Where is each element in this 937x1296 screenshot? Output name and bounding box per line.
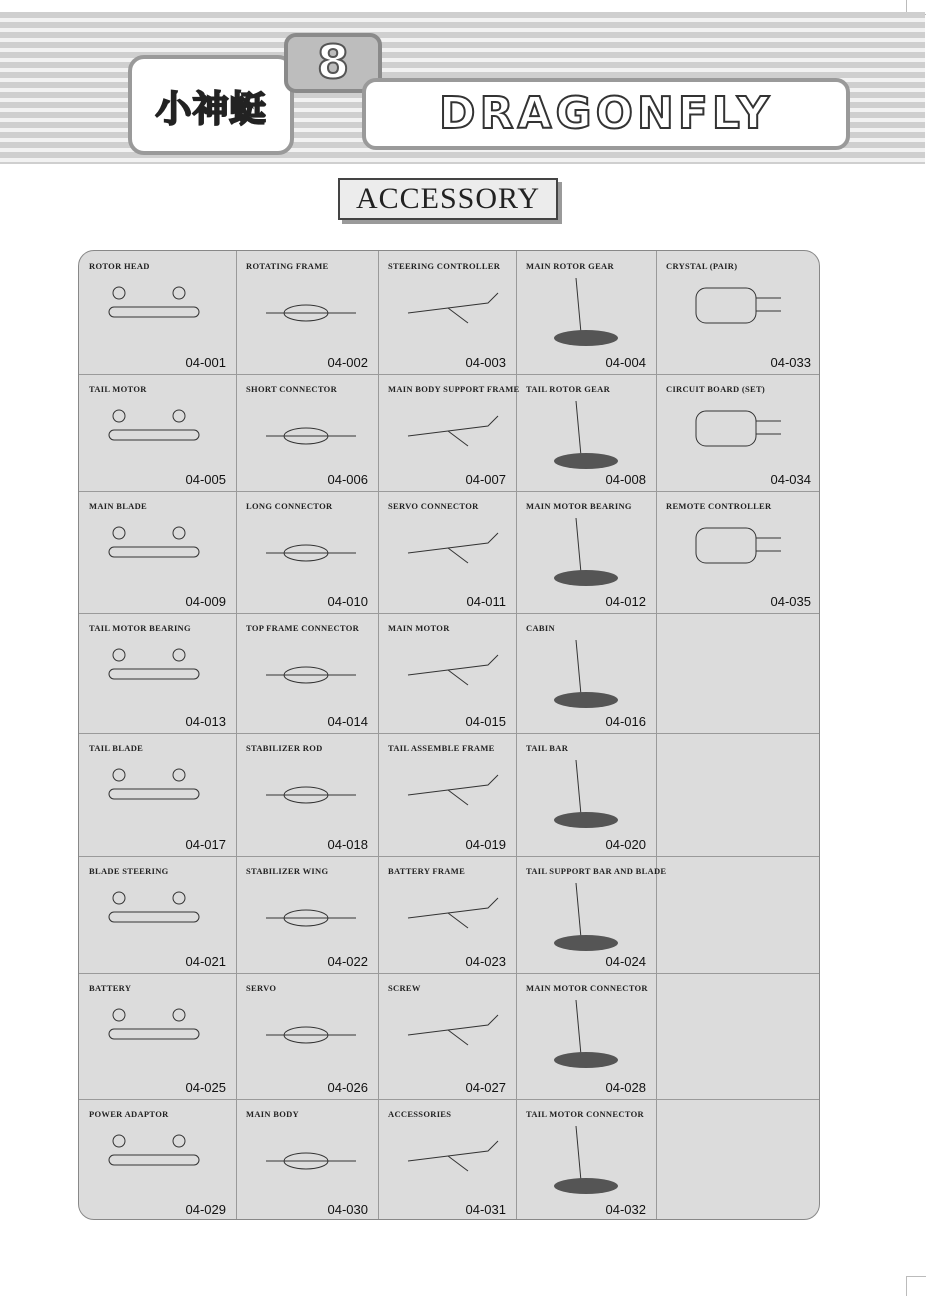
item-code: 04-020 [605, 837, 646, 852]
item-label: POWER ADAPTOR [89, 1109, 169, 1119]
item-code: 04-032 [605, 1202, 646, 1217]
item-label: REMOTE CONTROLLER [666, 501, 772, 511]
page-title: ACCESSORY [355, 182, 541, 215]
part-illustration [89, 1121, 209, 1196]
accessory-item [516, 733, 656, 856]
item-label: MAIN MOTOR CONNECTOR [526, 983, 648, 993]
part-illustration [246, 995, 366, 1070]
accessory-item [656, 973, 820, 1099]
accessory-item [378, 856, 516, 973]
accessory-item [656, 1099, 820, 1220]
item-label: SHORT CONNECTOR [246, 384, 338, 394]
accessory-item [236, 491, 378, 613]
accessory-item [79, 856, 236, 973]
item-label: STABILIZER ROD [246, 743, 323, 753]
item-label: TAIL BLADE [89, 743, 144, 753]
item-code: 04-017 [185, 837, 226, 852]
accessory-item [79, 1099, 236, 1220]
item-code: 04-035 [770, 594, 811, 609]
accessory-item [79, 251, 236, 374]
part-illustration [526, 878, 646, 953]
item-label: BLADE STEERING [89, 866, 169, 876]
accessory-item [378, 491, 516, 613]
item-code: 04-001 [185, 355, 226, 370]
accessory-item [79, 491, 236, 613]
accessory-item [516, 374, 656, 491]
part-illustration [388, 878, 508, 953]
accessory-item [236, 613, 378, 733]
part-illustration [526, 273, 646, 348]
accessory-item [378, 733, 516, 856]
part-illustration [388, 1121, 508, 1196]
accessory-item [516, 613, 656, 733]
part-illustration [388, 513, 508, 588]
item-label: TOP FRAME CONNECTOR [246, 623, 360, 633]
part-illustration [89, 755, 209, 830]
brand-title: DRAGONFLY [439, 88, 773, 139]
part-illustration [246, 1121, 366, 1196]
accessory-item [236, 973, 378, 1099]
part-illustration [388, 396, 508, 471]
item-label: MAIN BODY [246, 1109, 299, 1119]
item-code: 04-014 [327, 714, 368, 729]
item-code: 04-033 [770, 355, 811, 370]
crop-mark [906, 1276, 907, 1296]
part-illustration [246, 635, 366, 710]
item-label: ROTOR HEAD [89, 261, 150, 271]
accessory-item [236, 251, 378, 374]
item-label: CABIN [526, 623, 555, 633]
part-illustration [246, 396, 366, 471]
item-label: SERVO [246, 983, 277, 993]
item-label: MAIN BLADE [89, 501, 148, 511]
accessory-item [516, 973, 656, 1099]
part-illustration [89, 878, 209, 953]
item-label: STEERING CONTROLLER [388, 261, 501, 271]
item-code: 04-024 [605, 954, 646, 969]
item-code: 04-002 [327, 355, 368, 370]
item-label: MAIN ROTOR GEAR [526, 261, 614, 271]
accessory-item [516, 1099, 656, 1220]
accessory-item [656, 491, 820, 613]
item-code: 04-006 [327, 472, 368, 487]
accessory-item [236, 733, 378, 856]
accessory-item [378, 613, 516, 733]
accessory-item [79, 733, 236, 856]
item-code: 04-010 [327, 594, 368, 609]
item-code: 04-011 [466, 594, 506, 609]
item-code: 04-028 [605, 1080, 646, 1095]
item-label: TAIL MOTOR [89, 384, 147, 394]
item-label: ROTATING FRAME [246, 261, 329, 271]
item-code: 04-008 [605, 472, 646, 487]
logo-text: 小神蜓 [155, 89, 267, 130]
part-illustration [666, 513, 786, 588]
part-illustration [89, 635, 209, 710]
item-code: 04-026 [327, 1080, 368, 1095]
part-illustration [526, 635, 646, 710]
accessory-item [656, 251, 820, 374]
part-illustration [666, 396, 786, 471]
item-label: BATTERY [89, 983, 132, 993]
accessory-item [378, 1099, 516, 1220]
part-illustration [89, 273, 209, 348]
item-label: LONG CONNECTOR [246, 501, 333, 511]
accessory-item [656, 733, 820, 856]
accessory-item [79, 973, 236, 1099]
accessory-item [236, 856, 378, 973]
part-illustration [526, 513, 646, 588]
accessory-item [656, 856, 820, 973]
item-label: SCREW [388, 983, 421, 993]
item-code: 04-018 [327, 837, 368, 852]
item-label: TAIL SUPPORT BAR AND BLADE [526, 866, 667, 876]
part-illustration [388, 995, 508, 1070]
item-code: 04-027 [465, 1080, 506, 1095]
part-illustration [246, 513, 366, 588]
item-code: 04-025 [185, 1080, 226, 1095]
item-code: 04-004 [605, 355, 646, 370]
part-illustration [526, 995, 646, 1070]
item-code: 04-005 [185, 472, 226, 487]
part-illustration [526, 1121, 646, 1196]
part-illustration [388, 273, 508, 348]
item-code: 04-030 [327, 1202, 368, 1217]
item-label: CRYSTAL (PAIR) [666, 261, 738, 271]
accessory-item [378, 374, 520, 491]
item-label: SERVO CONNECTOR [388, 501, 479, 511]
item-label: TAIL MOTOR CONNECTOR [526, 1109, 644, 1119]
section-number: 8 [316, 35, 349, 89]
brand-banner [362, 78, 850, 150]
item-code: 04-022 [327, 954, 368, 969]
item-label: TAIL MOTOR BEARING [89, 623, 191, 633]
item-code: 04-029 [185, 1202, 226, 1217]
part-illustration [388, 755, 508, 830]
accessory-item [516, 251, 656, 374]
item-label: TAIL ASSEMBLE FRAME [388, 743, 495, 753]
item-code: 04-016 [605, 714, 646, 729]
item-label: MAIN MOTOR [388, 623, 450, 633]
item-label: CIRCUIT BOARD (SET) [666, 384, 766, 394]
item-code: 04-021 [185, 954, 226, 969]
part-illustration [89, 995, 209, 1070]
item-label: BATTERY FRAME [388, 866, 466, 876]
part-illustration [246, 755, 366, 830]
accessory-grid [78, 250, 820, 1220]
part-illustration [526, 755, 646, 830]
logo [128, 55, 294, 155]
part-illustration [89, 513, 209, 588]
accessory-item [656, 374, 820, 491]
item-code: 04-009 [185, 594, 226, 609]
accessory-item [516, 491, 656, 613]
accessory-item [378, 251, 516, 374]
part-illustration [388, 635, 508, 710]
accessory-item [236, 1099, 378, 1220]
accessory-item [516, 856, 667, 973]
item-code: 04-031 [465, 1202, 506, 1217]
item-label: STABILIZER WING [246, 866, 329, 876]
accessory-item [79, 613, 236, 733]
item-code: 04-003 [465, 355, 506, 370]
accessory-item [378, 973, 516, 1099]
accessory-item [236, 374, 378, 491]
item-code: 04-015 [465, 714, 506, 729]
item-label: TAIL ROTOR GEAR [526, 384, 611, 394]
item-code: 04-034 [770, 472, 811, 487]
part-illustration [666, 273, 786, 348]
part-illustration [246, 878, 366, 953]
item-code: 04-012 [605, 594, 646, 609]
part-illustration [246, 273, 366, 348]
crop-mark [906, 1276, 926, 1277]
item-code: 04-023 [465, 954, 506, 969]
item-code: 04-013 [185, 714, 226, 729]
page-title-box [338, 178, 558, 220]
item-code: 04-019 [465, 837, 506, 852]
item-label: MAIN BODY SUPPORT FRAME [388, 384, 520, 394]
item-label: TAIL BAR [526, 743, 569, 753]
accessory-item [79, 374, 236, 491]
part-illustration [526, 396, 646, 471]
item-label: ACCESSORIES [388, 1109, 452, 1119]
accessory-item [656, 613, 820, 733]
item-code: 04-007 [465, 472, 506, 487]
part-illustration [89, 396, 209, 471]
item-label: MAIN MOTOR BEARING [526, 501, 632, 511]
